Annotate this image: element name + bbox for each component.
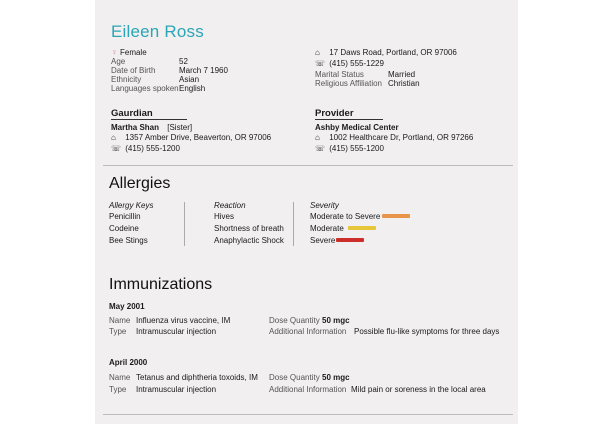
age-value: 52 <box>179 57 188 66</box>
provider-address-row <box>315 133 473 143</box>
additional-info-label: Additional Information <box>269 327 347 336</box>
allergy-column-header: Allergy Keys <box>109 201 154 210</box>
religion-label: Religious Affiliation <box>315 79 383 88</box>
additional-info-label: Additional Information <box>269 385 347 394</box>
immunization-type-0: Intramuscular injection <box>136 327 217 336</box>
guardian-name: Martha Shan <box>111 123 160 132</box>
reaction-item-2: Anaphylactic Shock <box>214 236 284 245</box>
guardian-heading: Gaurdian <box>111 108 187 120</box>
provider-phone: (415) 555-1200 <box>329 144 384 153</box>
severity-column-header: Severity <box>310 201 339 210</box>
marital-label: Marital Status <box>315 70 364 79</box>
reaction-column-header: Reaction <box>214 201 246 210</box>
religion-value: Christian <box>388 79 420 88</box>
patient-address-row <box>315 48 457 58</box>
allergy-item-2: Bee Stings <box>109 236 148 245</box>
languages-label: Languages spoken <box>111 84 179 93</box>
marital-value: Married <box>388 70 416 79</box>
column-separator <box>293 202 294 246</box>
patient-record-card <box>95 0 518 424</box>
dob-value: March 7 1960 <box>179 66 228 75</box>
immunizations-heading: Immunizations <box>109 276 213 293</box>
dose-quantity-label: Dose Quantity <box>269 316 320 325</box>
additional-info-1: Mild pain or soreness in the local area <box>351 385 486 394</box>
patient-name: Eileen Ross <box>111 22 204 41</box>
ethnicity-label: Ethnicity <box>111 75 142 84</box>
column-separator <box>184 202 185 246</box>
ethnicity-value: Asian <box>179 75 200 84</box>
reaction-item-1: Shortness of breath <box>214 224 284 233</box>
provider-phone-row <box>315 144 384 154</box>
languages-value: English <box>179 84 206 93</box>
severity-label-0: Moderate to Severe <box>310 212 381 221</box>
guardian-phone-row <box>111 144 180 154</box>
home-icon: ⌂ <box>111 133 116 142</box>
phone-icon: ☏ <box>111 144 122 153</box>
dose-quantity-0: 50 mgc <box>322 316 350 325</box>
immunization-name-label: Name <box>109 373 131 382</box>
additional-info-0: Possible flu-like symptoms for three days <box>354 327 500 336</box>
bottom-divider <box>103 414 513 415</box>
allergy-item-1: Codeine <box>109 224 139 233</box>
immunization-name-1: Tetanus and diphtheria toxoids, IM <box>136 373 258 382</box>
patient-phone-row <box>315 59 384 69</box>
patient-address: 17 Daws Road, Portland, OR 97006 <box>329 48 457 57</box>
guardian-address: 1357 Amber Drive, Beaverton, OR 97006 <box>125 133 272 142</box>
immunization-date-0: May 2001 <box>109 302 145 311</box>
provider-name: Ashby Medical Center <box>315 123 399 132</box>
allergy-item-0: Penicillin <box>109 212 141 221</box>
dose-quantity-1: 50 mgc <box>322 373 350 382</box>
gender-value: Female <box>119 48 147 57</box>
provider-address: 1002 Healthcare Dr, Portland, OR 97266 <box>329 133 474 142</box>
age-label: Age <box>111 57 126 66</box>
immunization-type-label: Type <box>109 385 127 394</box>
immunization-type-1: Intramuscular injection <box>136 385 217 394</box>
dose-quantity-label: Dose Quantity <box>269 373 320 382</box>
phone-icon: ☏ <box>315 144 326 153</box>
immunization-date-1: April 2000 <box>109 358 148 367</box>
severity-bar-severe <box>336 238 364 242</box>
reaction-item-0: Hives <box>214 212 235 221</box>
guardian-address-row <box>111 133 271 143</box>
guardian-name-row <box>111 123 192 133</box>
guardian-phone: (415) 555-1200 <box>125 144 180 153</box>
immunization-name-label: Name <box>109 316 131 325</box>
severity-label-1: Moderate <box>310 224 344 233</box>
female-icon: ♀ <box>111 47 118 57</box>
guardian-relation: [Sister] <box>167 123 193 132</box>
phone-icon: ☏ <box>315 59 326 68</box>
patient-phone: (415) 555-1229 <box>329 59 384 68</box>
section-divider <box>103 165 513 166</box>
severity-label-2: Severe <box>310 236 336 245</box>
immunization-type-label: Type <box>109 327 127 336</box>
dob-label: Date of Birth <box>111 66 156 75</box>
home-icon: ⌂ <box>315 133 320 142</box>
provider-heading: Provider <box>315 108 383 120</box>
immunization-name-0: Influenza virus vaccine, IM <box>136 316 231 325</box>
severity-bar-moderate-to-severe <box>382 214 410 218</box>
severity-bar-moderate <box>348 226 376 230</box>
home-icon: ⌂ <box>315 48 320 57</box>
allergies-heading: Allergies <box>109 175 171 192</box>
